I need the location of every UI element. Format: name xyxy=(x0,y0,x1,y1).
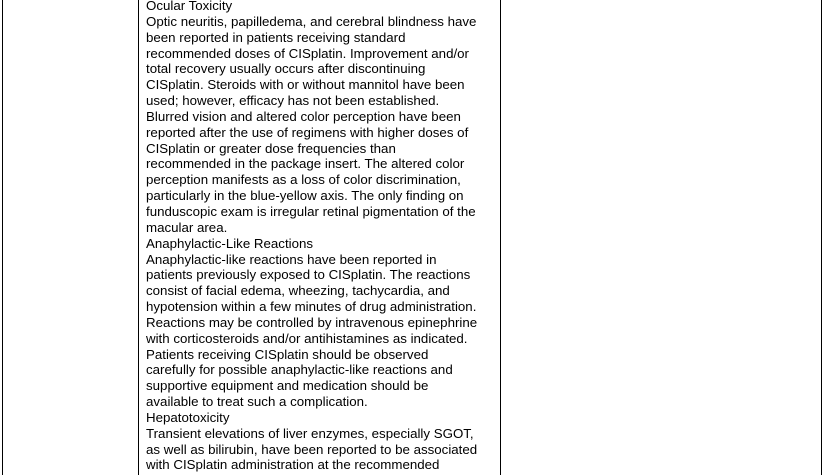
table-cell-text xyxy=(146,0,498,473)
text-line: particularly in the blue-yellow axis. The only finding on xyxy=(146,188,464,204)
text-line: Transient elevations of liver enzymes, especially SGOT, xyxy=(146,425,474,441)
section-heading-ocular-toxicity: Ocular Toxicity xyxy=(146,0,233,13)
text-line: Optic neuritis, papilledema, and cerebral blindness have xyxy=(146,13,477,29)
text-line: hypotension within a few minutes of drug administration. xyxy=(146,299,477,315)
table-border-column-left xyxy=(138,0,139,475)
text-line: CISplatin. Steroids with or without mannitol have been xyxy=(146,77,465,93)
text-line: perception manifests as a loss of color discrimination, xyxy=(146,172,461,188)
text-line: carefully for possible anaphylactic-like reactions and xyxy=(146,362,453,378)
text-line: Blurred vision and altered color perception have been xyxy=(146,108,461,124)
text-line: recommended doses of CISplatin. Improvement and/or xyxy=(146,45,469,61)
text-line: supportive equipment and medication should be xyxy=(146,378,429,394)
section-heading-anaphylactic-like-reactions: Anaphylactic-Like Reactions xyxy=(146,235,314,251)
text-line: with CISplatin administration at the recommended xyxy=(146,457,440,473)
text-line: CISplatin or greater dose frequencies than xyxy=(146,140,396,156)
text-line: Anaphylactic-like reactions have been reported in xyxy=(146,251,437,267)
text-line: funduscopic exam is irregular retinal pigmentation of the xyxy=(146,203,476,219)
text-line: reported after the use of regimens with higher doses of xyxy=(146,124,469,140)
section-heading-hepatotoxicity: Hepatotoxicity xyxy=(146,409,230,425)
text-line: as well as bilirubin, have been reported to be associated xyxy=(146,441,478,457)
text-line: with corticosteroids and/or antihistamines as indicated. xyxy=(146,330,468,346)
table-border-column-right xyxy=(500,0,501,475)
text-line: patients previously exposed to CISplatin. The reactions xyxy=(146,267,471,283)
text-line: available to treat such a complication. xyxy=(146,394,368,410)
text-line: Reactions may be controlled by intravenous epinephrine xyxy=(146,314,478,330)
table-border-left xyxy=(2,0,3,475)
table-border-right xyxy=(821,0,822,475)
text-line: macular area. xyxy=(146,219,228,235)
text-line: recommended in the package insert. The altered color xyxy=(146,156,465,172)
text-line: used; however, efficacy has not been established. xyxy=(146,93,440,109)
text-line: Patients receiving CISplatin should be observed xyxy=(146,346,429,362)
text-line: total recovery usually occurs after discontinuing xyxy=(146,61,426,77)
text-line: consist of facial edema, wheezing, tachycardia, and xyxy=(146,283,450,299)
text-line: been reported in patients receiving standard xyxy=(146,29,406,45)
